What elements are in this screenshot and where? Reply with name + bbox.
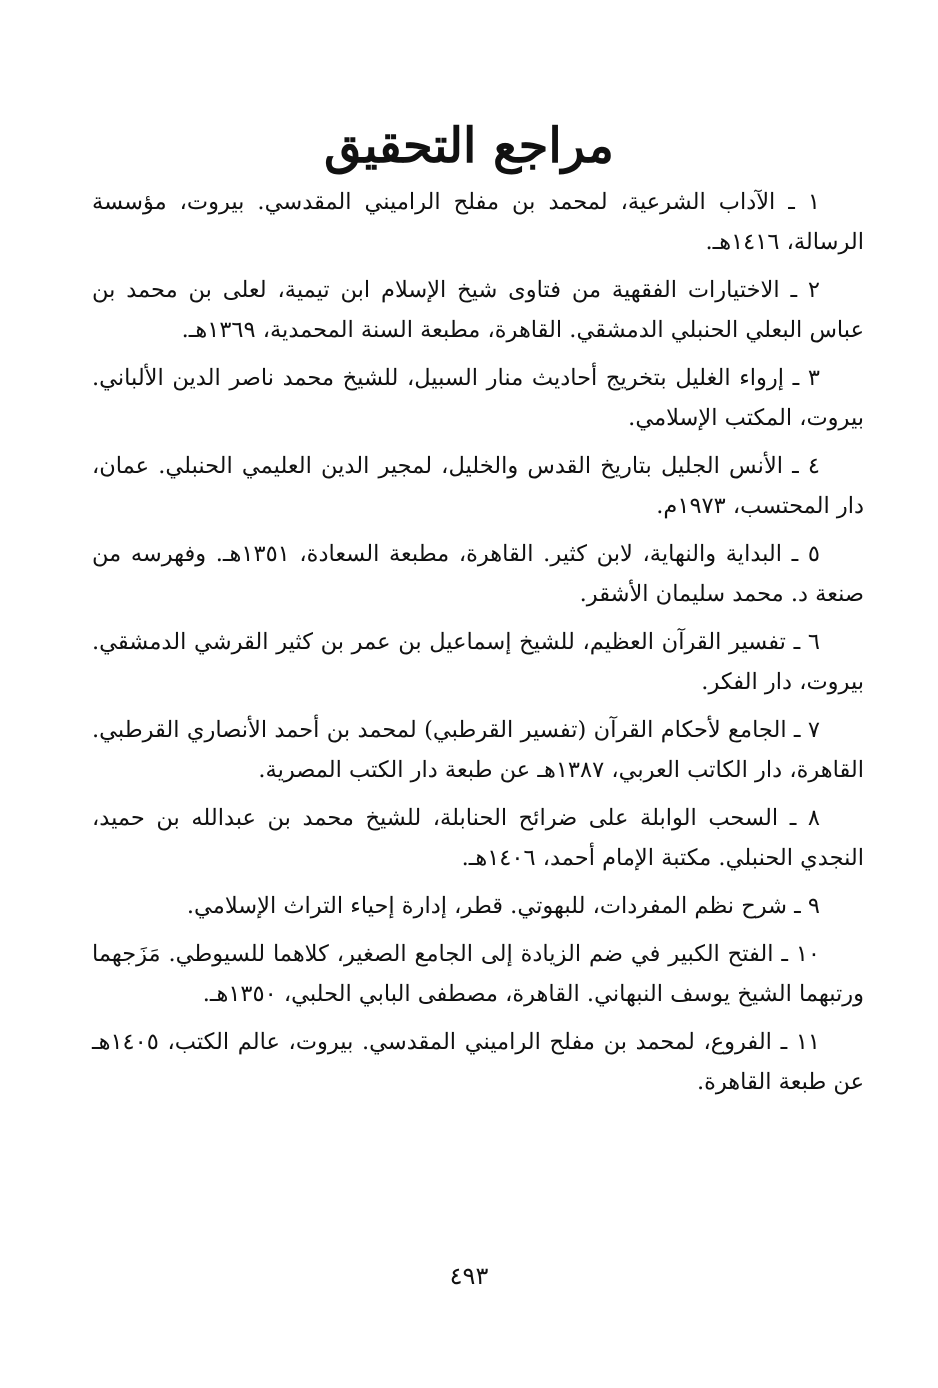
- reference-number: ١: [807, 189, 820, 215]
- reference-text: ـ الآداب الشرعية، لمحمد بن مفلح الراميني المقدسي. بيروت، مؤسسة الرسالة، ١٤١٦هـ.: [92, 189, 864, 255]
- reference-text: ـ إرواء الغليل بتخريج أحاديث منار السبيل، للشيخ محمد ناصر الدين الألباني. بيروت، المكتب الإسلامي.: [92, 365, 864, 431]
- page-number: ٤٩٣: [449, 1262, 489, 1290]
- reference-entry: [92, 886, 864, 926]
- reference-entry: [92, 798, 864, 878]
- reference-text: ـ الفروع، لمحمد بن مفلح الراميني المقدسي. بيروت، عالم الكتب، ١٤٠٥هـ عن طبعة القاهرة.: [92, 1029, 864, 1095]
- reference-text: ـ السحب الوابلة على ضرائح الحنابلة، للشيخ محمد بن عبدالله بن حميد، النجدي الحنبلي. مكتبة الإمام أحمد، ١٤٠٦هـ.: [92, 805, 864, 871]
- reference-text: ـ الجامع لأحكام القرآن (تفسير القرطبي) لمحمد بن أحمد الأنصاري القرطبي. القاهرة، دار الكاتب العربي، ١٣٨٧هـ عن طبعة دار الكتب المصرية.: [92, 717, 864, 783]
- reference-entry: [92, 358, 864, 438]
- reference-entry: [92, 534, 864, 614]
- reference-number: ٢: [807, 277, 820, 303]
- page-title: مراجع التحقيق: [324, 118, 614, 175]
- reference-entry: [92, 934, 864, 1014]
- reference-number: ٧: [807, 717, 820, 743]
- reference-text: ـ الفتح الكبير في ضم الزيادة إلى الجامع الصغير، كلاهما للسيوطي. مَزَجهما ورتبهما الشيخ يوسف النبهاني. القاهرة، مصطفى البابي الحلبي، ١٣٥٠هـ.: [92, 941, 864, 1007]
- reference-text: ـ الاختيارات الفقهية من فتاوى شيخ الإسلام ابن تيمية، لعلى بن محمد بن عباس البعلي الحنبلي الدمشقي. القاهرة، مطبعة السنة المحمدية، ١٣٦٩هـ.: [92, 277, 864, 343]
- reference-number: ٨: [807, 805, 820, 831]
- reference-text: ـ شرح نظم المفردات، للبهوتي. قطر، إدارة إحياء التراث الإسلامي.: [186, 893, 801, 919]
- reference-number: ٣: [807, 365, 820, 391]
- reference-number: ٤: [807, 453, 820, 479]
- reference-number: ٩: [807, 893, 820, 919]
- reference-text: ـ الأنس الجليل بتاريخ القدس والخليل، لمجير الدين العليمي الحنبلي. عمان، دار المحتسب، ١٩٧٣م.: [92, 453, 864, 519]
- reference-number: ١١: [795, 1029, 820, 1055]
- reference-text: ـ البداية والنهاية، لابن كثير. القاهرة، مطبعة السعادة، ١٣٥١هـ. وفهرسه من صنعة د. محمد سليمان الأشقر.: [92, 541, 864, 607]
- reference-entry: [92, 446, 864, 526]
- reference-entry: [92, 1022, 864, 1102]
- reference-entry: [92, 622, 864, 702]
- reference-number: ١٠: [795, 941, 820, 967]
- reference-entry: [92, 270, 864, 350]
- reference-text: ـ تفسير القرآن العظيم، للشيخ إسماعيل بن عمر بن كثير القرشي الدمشقي. بيروت، دار الفكر.: [92, 629, 864, 695]
- reference-entry: [92, 710, 864, 790]
- reference-number: ٥: [807, 541, 821, 567]
- reference-entry: [92, 182, 864, 262]
- reference-list: [92, 182, 864, 1110]
- reference-number: ٦: [807, 629, 820, 655]
